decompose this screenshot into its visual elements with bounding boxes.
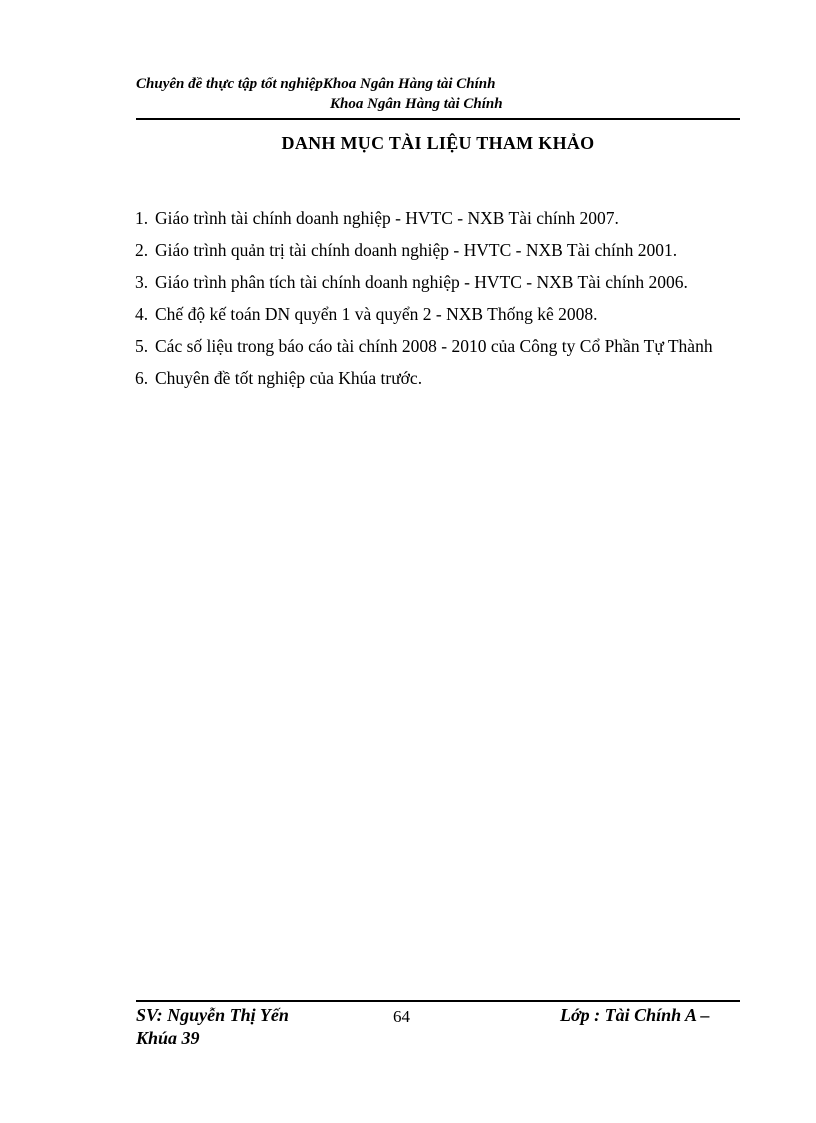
footer-student-name: SV: Nguyễn Thị Yến: [136, 1005, 289, 1025]
list-item: [135, 266, 745, 298]
reference-text: Các số liệu trong báo cáo tài chính 2008 - 2010 của Công ty Cổ Phần Tự Thành: [155, 336, 713, 356]
list-item: [135, 202, 745, 234]
reference-text: Giáo trình phân tích tài chính doanh nghiệp - HVTC - NXB Tài chính 2006.: [155, 272, 688, 292]
page-number: 64: [393, 1007, 410, 1026]
reference-text: Chuyên đề tốt nghiệp của Khúa trước.: [155, 368, 423, 388]
reference-number: 5.: [135, 336, 149, 356]
page-title: DANH MỤC TÀI LIỆU THAM KHẢO: [281, 133, 595, 153]
footer-cohort: Khúa 39: [136, 1028, 200, 1048]
header-divider: [136, 118, 740, 120]
list-item: [135, 330, 745, 362]
list-item: [135, 234, 745, 266]
footer-divider: [136, 1000, 740, 1002]
reference-text: Chế độ kế toán DN quyển 1 và quyển 2 - NXB Thống kê 2008.: [155, 304, 598, 324]
list-item: [135, 362, 745, 394]
reference-number: 6.: [135, 368, 149, 388]
reference-number: 1.: [135, 208, 149, 228]
reference-number: 4.: [135, 304, 149, 324]
reference-list: [135, 202, 745, 394]
header-course-title: Chuyên đề thực tập tốt nghiệpKhoa Ngân Hàng tài Chính: [136, 76, 496, 92]
list-item: [135, 298, 745, 330]
reference-number: 3.: [135, 272, 149, 292]
footer-class: Lớp : Tài Chính A –: [560, 1005, 710, 1025]
header-faculty: Khoa Ngân Hàng tài Chính: [330, 96, 503, 112]
reference-number: 2.: [135, 240, 149, 260]
reference-text: Giáo trình quản trị tài chính doanh nghiệp - HVTC - NXB Tài chính 2001.: [155, 240, 678, 260]
reference-text: Giáo trình tài chính doanh nghiệp - HVTC - NXB Tài chính 2007.: [155, 208, 619, 228]
